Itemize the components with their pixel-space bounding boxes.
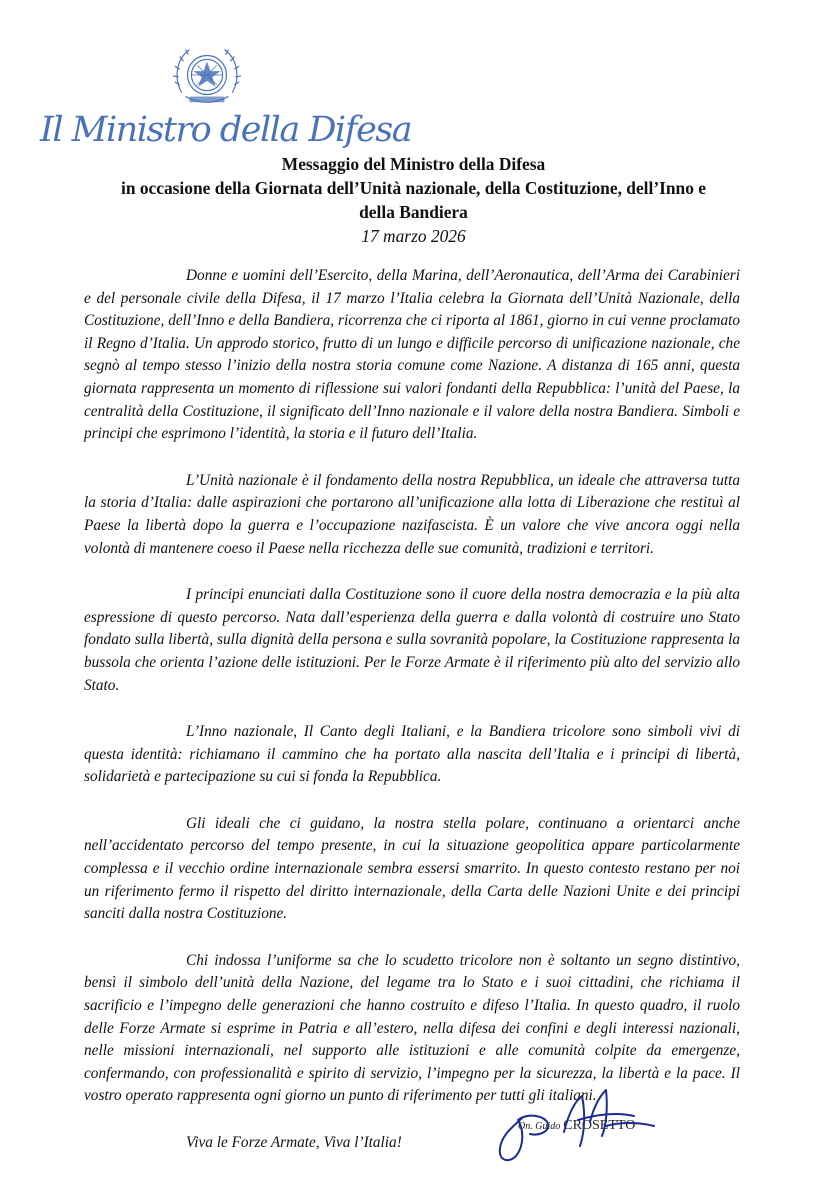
- message-date: 17 marzo 2026: [361, 226, 466, 246]
- message-heading: [40, 152, 787, 248]
- signatory-title: On. Guido: [518, 1121, 561, 1132]
- paragraph-4: L’Inno nazionale, Il Canto degli Italiani, e la Bandiera tricolore sono simboli vivi di questa identità: richiamano il cammino che ha portato alla nascita dell’Italia e i principi di libertà, solidarietà e partecipazione su cui si fonda la Repubblica.: [84, 723, 740, 786]
- paragraph-6: Chi indossa l’uniforme sa che lo scudetto tricolore non è soltanto un segno distintivo, bensì il simbolo dell’unità della Nazione, del legame tra lo Stato e i suoi cittadini, che richiama il sacrificio e l’impegno delle generazioni che hanno costruito e difeso l’Italia. In questo quadro, il ruolo delle Forze Armate si esprime in Patria e all’estero, nella difesa dei confini e degli interessi nazionali, nelle missioni internazionali, nel supporto alle istituzioni e alle comunità colpite da emergenze, confermando, con professionalità e spirito di servizio, l’impegno per la sicurezza, la libertà e la pace. Il vostro operato rappresenta ogni giorno un punto di riferimento per tutti gli italiani.: [84, 951, 740, 1105]
- message-body: [84, 265, 740, 1155]
- ministry-letterhead-title: Il Ministro della Difesa: [40, 110, 412, 150]
- heading-line-3: della Bandiera: [359, 202, 468, 222]
- italian-republic-emblem-icon: [168, 36, 246, 114]
- signature-block: [494, 1076, 694, 1176]
- heading-line-2: in occasione della Giornata dell’Unità nazionale, della Costituzione, dell’Inno e: [120, 178, 706, 198]
- paragraph-1: Donne e uomini dell’Esercito, della Marina, dell’Aeronautica, dell’Arma dei Carabinieri e del personale civile della Difesa, il 17 marzo l’Italia celebra la Giornata dell’Unità Nazionale, della Costituzione, dell’Inno e della Bandiera, ricorrenza che ci riporta al 1861, giorno in cui venne proclamato il Regno d’Italia. Un approdo storico, frutto di un lungo e difficile percorso di unificazione nazionale, che segnò al tempo stesso l’inizio della nostra storia comune come Nazione. A distanza di 165 anni, questa giornata rappresenta un momento di riflessione sui valori fondanti della Repubblica: l’unità del Paese, la centralità della Costituzione, il significato dell’Inno nazionale e il valore della nostra Bandiera. Simboli e principi che esprimono l’identità, la storia e il futuro dell’Italia.: [84, 267, 740, 443]
- signatory-surname: CROSETTO: [563, 1118, 636, 1133]
- heading-line-1: Messaggio del Ministro della Difesa: [281, 154, 546, 174]
- paragraph-2: L’Unità nazionale è il fondamento della nostra Repubblica, un ideale che attraversa tutta la storia d’Italia: dalle aspirazioni che portarono all’unificazione alla lotta di Liberazione che restituì al Paese la libertà dopo la guerra e l’occupazione nazifascista. È un valore che vive ancora oggi nella volontà di mantenere coeso il Paese nella ricchezza delle sue comunità, tradizioni e territori.: [84, 471, 740, 557]
- closing-salute: Viva le Forze Armate, Viva l’Italia!: [186, 1134, 402, 1151]
- paragraph-3: I principi enunciati dalla Costituzione sono il cuore della nostra democrazia e la più alta espressione di questo percorso. Nata dall’esperienza della guerra e dalla volontà di costruire uno Stato fondato sulla libertà, sulla dignità della persona e sulla sovranità popolare, la Costituzione rappresenta la bussola che orienta l’azione delle istituzioni. Per le Forze Armate è il riferimento più alto del servizio allo Stato.: [84, 586, 740, 694]
- paragraph-5: Gli ideali che ci guidano, la nostra stella polare, continuano a orientarci anche nell’accidentato percorso del tempo presente, in cui la situazione geopolitica appare particolarmente complessa e il vecchio ordine internazionale sembra essersi smarrito. In questo contesto restano per noi un riferimento fermo il rispetto del diritto internazionale, della Carta delle Nazioni Unite e dei principi sanciti dalla nostra Costituzione.: [84, 814, 740, 923]
- handwritten-signature: [494, 1076, 694, 1176]
